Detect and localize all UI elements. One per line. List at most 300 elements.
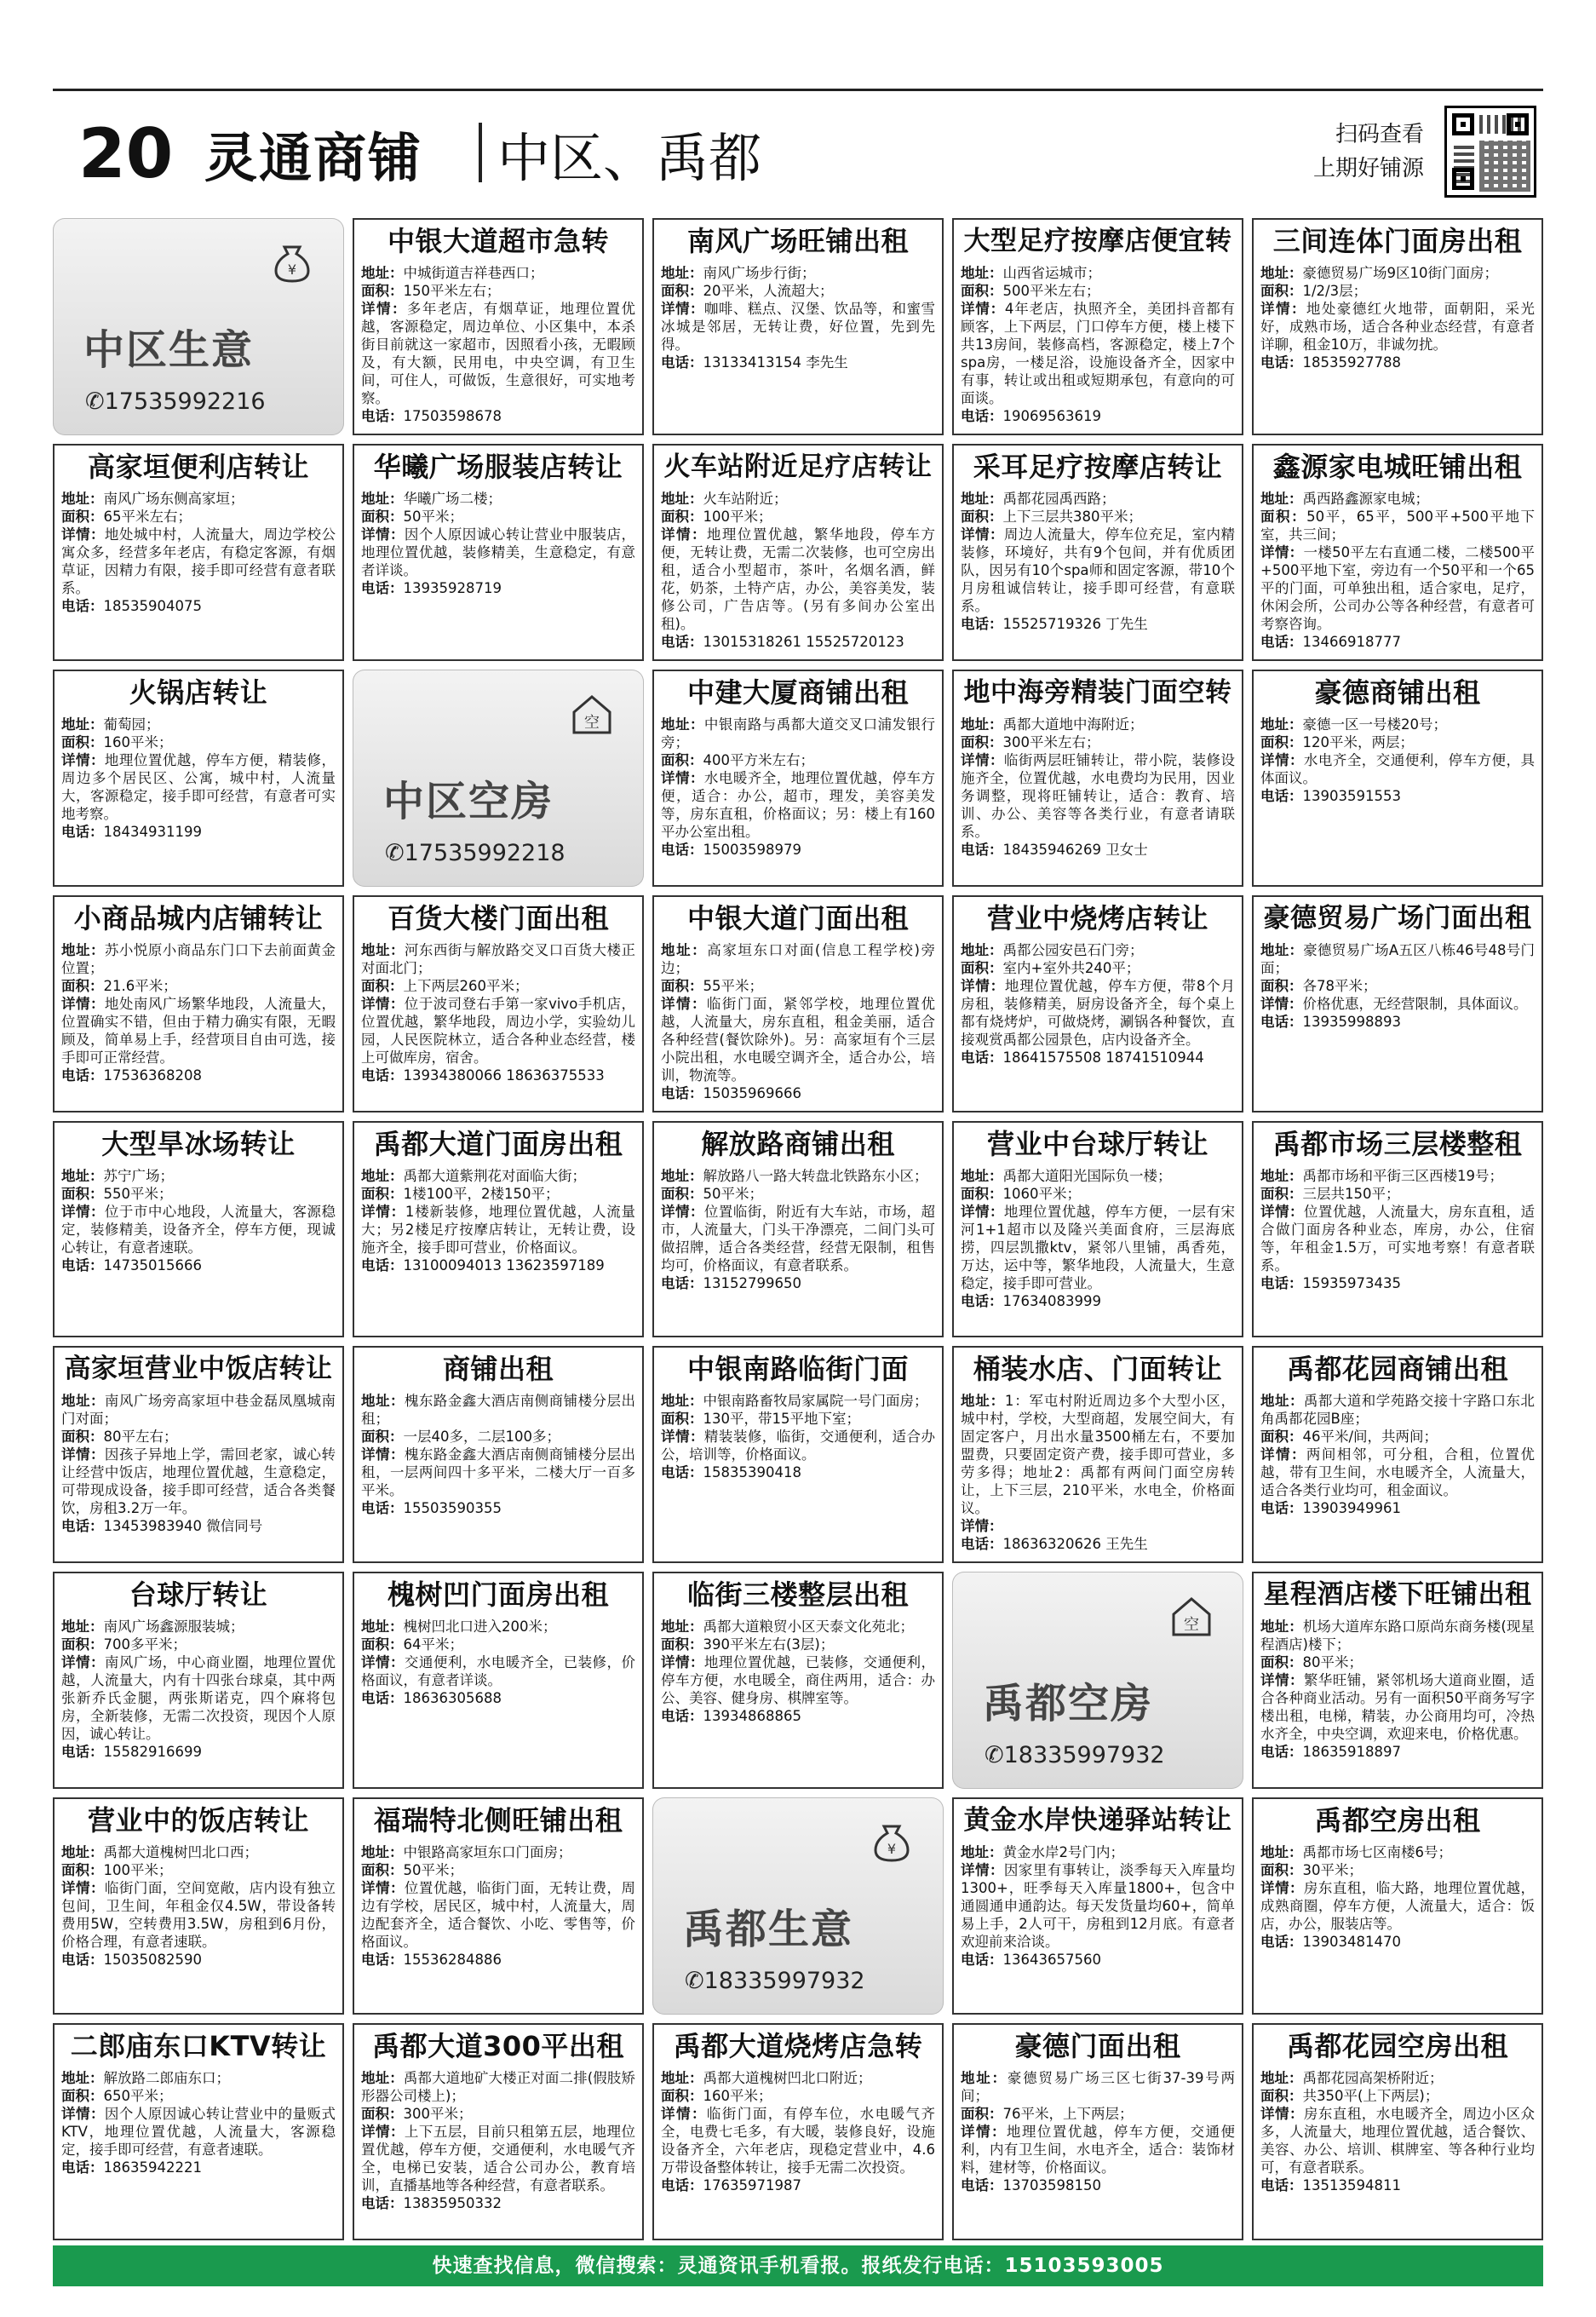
address-label: 地址： bbox=[1260, 2070, 1303, 2087]
area-label: 面积： bbox=[361, 2106, 404, 2123]
listing-title: 台球厅转让 bbox=[129, 1578, 268, 1612]
listing-phone bbox=[1260, 633, 1535, 652]
area-label: 面积： bbox=[1260, 1862, 1303, 1879]
listing-area bbox=[361, 508, 635, 526]
details-label: 详情： bbox=[61, 1654, 105, 1671]
area-label: 面积： bbox=[1260, 1185, 1303, 1202]
listing-title: 禹都市场三层楼整租 bbox=[1272, 1127, 1523, 1160]
promo-card bbox=[652, 1797, 944, 2015]
listing-card bbox=[652, 444, 944, 661]
address-value: 禹都大道槐树凹北口附近； bbox=[703, 2070, 872, 2087]
area-value: 上下三层共380平米； bbox=[1002, 508, 1142, 525]
listing-phone bbox=[961, 1292, 1235, 1311]
phone-label: 电话： bbox=[661, 354, 703, 371]
area-value: 700多平米； bbox=[103, 1636, 187, 1653]
listing-phone bbox=[661, 1274, 935, 1293]
listing-area bbox=[961, 282, 1235, 300]
listing-address bbox=[661, 2069, 935, 2087]
phone-label: 电话： bbox=[361, 2195, 404, 2212]
address-value: 解放路八一路大转盘北铁路东小区； bbox=[703, 1167, 928, 1184]
area-value: 390平米左右(3层)； bbox=[703, 1636, 835, 1653]
details-value: 1楼新装修，地理位置优越，人流量大；另2楼足疗按摩店转让，无转让费，设施齐全，接手即可营业，价格面议。 bbox=[361, 1203, 636, 1256]
listing-address bbox=[361, 264, 635, 282]
listing-title: 火锅店转让 bbox=[129, 676, 268, 709]
phone-label: 电话： bbox=[361, 1690, 404, 1707]
phone-value[interactable]: 17634083999 bbox=[1002, 1292, 1101, 1309]
listing-details bbox=[61, 2105, 336, 2159]
listing-area bbox=[1260, 2087, 1535, 2105]
phone-value[interactable]: 18435946269 卫女士 bbox=[1002, 841, 1148, 858]
phone-value[interactable]: 18434931199 bbox=[103, 823, 202, 840]
address-label: 地址： bbox=[61, 1167, 104, 1184]
scan-line-1: 扫码查看 bbox=[1335, 122, 1424, 147]
area-value: 150平米左右； bbox=[403, 283, 501, 299]
phone-value[interactable]: 13466918777 bbox=[1302, 633, 1401, 650]
phone-label: 电话： bbox=[661, 1464, 703, 1481]
phone-value[interactable]: 17635971987 bbox=[703, 2177, 801, 2194]
listing-details bbox=[661, 1203, 935, 1274]
phone-value[interactable]: 15525719326 丁先生 bbox=[1002, 615, 1148, 632]
area-label: 面积： bbox=[361, 283, 404, 299]
details-value: 地理位置优越，停车方便，带8个月房租，装修精美，厨房设备齐全，每个桌上都有烧烤炉，可做烧烤，涮锅各种餐饮，直接观赏禹都公园景色，店内设备齐全。 bbox=[961, 977, 1236, 1048]
listing-title: 禹都大道门面房出租 bbox=[373, 1127, 623, 1160]
listing-phone bbox=[1260, 2176, 1535, 2195]
listing-phone bbox=[961, 1049, 1235, 1067]
area-value: 160平米； bbox=[703, 2088, 772, 2105]
listing-details bbox=[361, 300, 635, 407]
area-label: 面积： bbox=[61, 1185, 104, 1202]
phone-value[interactable]: 13643657560 bbox=[1002, 1952, 1101, 1969]
details-label: 详情： bbox=[961, 751, 1004, 768]
details-label: 详情： bbox=[961, 301, 1005, 317]
listing-phone bbox=[361, 407, 635, 426]
details-label: 详情： bbox=[361, 1446, 405, 1463]
listing-title: 华曦广场服装店转让 bbox=[373, 450, 623, 483]
listing-title: 禹都花园空房出租 bbox=[1286, 2030, 1508, 2063]
phone-value[interactable]: 13015318261 15525720123 bbox=[703, 633, 904, 650]
listing-title: 豪德门面出租 bbox=[1014, 2030, 1181, 2063]
area-label: 面积： bbox=[661, 977, 703, 994]
details-value: 房东直租，水电暖齐全，周边小区众多，人流量大，地理位置优越，适合餐饮、美容、办公、培训、棋牌室、等各种行业均可，有意者联系。 bbox=[1260, 2106, 1536, 2176]
address-value: 山西省运城市； bbox=[1002, 265, 1101, 281]
phone-label: 电话： bbox=[961, 1536, 1003, 1553]
area-value: 500平米左右； bbox=[1002, 283, 1100, 299]
promo-title: 中区生意 bbox=[83, 325, 255, 374]
listing-card bbox=[1252, 1572, 1543, 1789]
phone-label: 电话： bbox=[1260, 1744, 1303, 1761]
phone-value[interactable]: 14735015666 bbox=[103, 1256, 202, 1273]
listing-phone bbox=[661, 1463, 935, 1482]
details-value: 精装装修，临街，交通便利，适合办公，培训等，价格面议。 bbox=[661, 1429, 936, 1463]
promo-phone[interactable]: ✆17535992216 bbox=[85, 388, 266, 415]
phone-value[interactable]: 17503598678 bbox=[403, 408, 502, 424]
listing-address bbox=[961, 1392, 1235, 1517]
phone-label: 电话： bbox=[361, 408, 404, 424]
listing-phone bbox=[961, 1951, 1235, 1969]
phone-label: 电话： bbox=[61, 597, 104, 614]
listing-phone bbox=[1260, 1274, 1535, 1293]
phone-value[interactable]: 13453983940 微信同号 bbox=[103, 1518, 263, 1535]
details-value: 水电齐全，交通便利，停车方便，具体面议。 bbox=[1260, 751, 1536, 786]
listing-details bbox=[961, 1203, 1235, 1292]
address-label: 地址： bbox=[61, 1844, 104, 1861]
phone-value[interactable]: 18535927788 bbox=[1302, 354, 1401, 371]
details-label: 详情： bbox=[61, 751, 105, 768]
listing-details bbox=[961, 1517, 1235, 1535]
phone-value[interactable]: 15035082590 bbox=[103, 1952, 202, 1969]
address-value: 豪德一区一号楼20号； bbox=[1302, 716, 1447, 733]
listing-card bbox=[952, 2023, 1243, 2240]
listing-area bbox=[61, 1861, 336, 1879]
phone-value[interactable]: 15003598979 bbox=[703, 841, 801, 858]
listing-area bbox=[1260, 282, 1535, 300]
area-label: 面积： bbox=[1260, 2088, 1303, 2105]
details-label: 详情： bbox=[1260, 543, 1304, 561]
listing-area bbox=[661, 282, 935, 300]
details-value: 位于市中心地段，人流量大，客源稳定，装修精美，设备齐全，停车方便，现诚心转让，有意者速联。 bbox=[61, 1203, 336, 1256]
listing-area bbox=[661, 751, 935, 769]
details-value: 地理位置优越，已装修，交通便利，停车方便，水电暖全，商住两用，适合：办公、美容、健身房、棋牌室等。 bbox=[661, 1654, 936, 1707]
phone-label: 电话： bbox=[361, 1256, 404, 1273]
listing-area bbox=[61, 1185, 336, 1203]
listing-address bbox=[661, 1167, 935, 1185]
address-value: 河东西街与解放路交叉口百货大楼正对面北门； bbox=[361, 941, 636, 976]
qr-code-icon[interactable] bbox=[1444, 106, 1536, 198]
details-label: 详情： bbox=[61, 995, 105, 1012]
phone-value[interactable]: 13935998893 bbox=[1302, 1013, 1401, 1030]
listing-details bbox=[1260, 1879, 1535, 1933]
listing-card bbox=[353, 895, 644, 1113]
area-value: 46平米/间，共两间； bbox=[1302, 1429, 1438, 1446]
phone-label: 电话： bbox=[361, 1500, 404, 1517]
address-value: 苏宁广场； bbox=[103, 1167, 174, 1184]
top-rule bbox=[53, 89, 1543, 91]
listing-details bbox=[361, 995, 635, 1067]
details-label: 详情： bbox=[961, 526, 1004, 543]
address-value: 槐东路金鑫大酒店南侧商铺楼分层出租； bbox=[361, 1393, 636, 1428]
details-value: 南风广场，中心商业圈，地理位置优越，人流量大，内有十四张台球桌，其中两张新乔氏金腿，两张斯诺克，四个麻将包房，全新装修，无需二次投资，现因个人原因，诚心转让。 bbox=[61, 1654, 336, 1743]
listing-details bbox=[361, 2123, 635, 2194]
promo-phone[interactable]: ✆18335997932 bbox=[985, 1742, 1165, 1769]
area-value: 550平米； bbox=[103, 1185, 173, 1202]
listing-card bbox=[53, 444, 344, 661]
area-label: 面积： bbox=[661, 2088, 703, 2105]
listing-phone bbox=[61, 1517, 336, 1536]
phone-value[interactable]: 13835950332 bbox=[403, 2195, 502, 2212]
phone-value[interactable]: 13903481470 bbox=[1302, 1934, 1401, 1951]
listing-address bbox=[61, 1167, 336, 1185]
page-header bbox=[53, 95, 1543, 215]
details-label: 详情： bbox=[1260, 995, 1303, 1012]
address-label: 地址： bbox=[61, 490, 104, 507]
area-value: 300平米左右； bbox=[1002, 733, 1100, 750]
listing-phone bbox=[1260, 1743, 1535, 1762]
details-value: 临街两层旺铺转让，带小院，装修设施齐全，位置优越，水电费均为民用，因业务调整，现将旺铺转让，适合：教育、培训、办公、美容等各类行业，有意者请联系。 bbox=[961, 751, 1236, 840]
details-value: 位于波司登右手第一家vivo手机店，位置优越，繁华地段，周边小学，实验幼儿园，人民医院林立，适合各种业态经营，楼上可做库房，宿舍。 bbox=[361, 995, 636, 1066]
details-value: 繁华旺铺，紧邻机场大道商业圈，适合各种商业活动。另有一面积50平商务写字楼出租，电梯，精装，办公商用均可，冷热水齐全，中央空调，欢迎来电，价格优惠。 bbox=[1260, 1672, 1536, 1743]
area-value: 65平米左右； bbox=[103, 508, 192, 525]
listing-title: 解放路商铺出租 bbox=[701, 1127, 895, 1160]
area-value: 120平米，两层； bbox=[1302, 733, 1414, 750]
area-value: 50平米； bbox=[703, 1185, 763, 1202]
phone-value[interactable]: 13703598150 bbox=[1002, 2177, 1101, 2194]
phone-value[interactable]: 13903949961 bbox=[1302, 1500, 1401, 1517]
listing-grid bbox=[53, 218, 1543, 2240]
phone-label: 电话： bbox=[661, 1084, 703, 1101]
phone-label: 电话： bbox=[61, 823, 104, 840]
listing-area bbox=[1260, 733, 1535, 751]
listing-address bbox=[1260, 1618, 1535, 1653]
address-label: 地址： bbox=[661, 716, 704, 733]
address-value: 禹西路鑫源家电城； bbox=[1302, 490, 1429, 507]
listing-area bbox=[361, 1636, 635, 1653]
details-value: 临街门面，有停车位，水电暖气齐全，电费七毛多，有大暖，装修良好，设施设备齐全，六年老店，现稳定营业中，4.6万带设备整体转让，接手无需二次投资。 bbox=[661, 2106, 936, 2176]
listing-card bbox=[652, 1121, 944, 1338]
promo-card-bg bbox=[652, 1797, 944, 2015]
phone-label: 电话： bbox=[661, 1274, 703, 1291]
details-value: 地处南风广场繁华地段，人流量大，位置确实不错，但由于精力确实有限，无暇顾及，简单易上手，经营项目自由可选，接手即可正常经营。 bbox=[61, 995, 336, 1066]
details-label: 详情： bbox=[1260, 1672, 1304, 1689]
listing-card bbox=[952, 895, 1243, 1113]
listing-card bbox=[1252, 1797, 1543, 2015]
promo-card bbox=[353, 670, 644, 887]
phone-value[interactable]: 18635942221 bbox=[103, 2159, 202, 2176]
address-label: 地址： bbox=[961, 490, 1003, 507]
phone-value[interactable]: 18641575508 18741510944 bbox=[1002, 1049, 1204, 1066]
phone-value[interactable]: 15835390418 bbox=[703, 1464, 801, 1481]
region-title: 中区、禹都 bbox=[497, 127, 762, 189]
promo-phone-number: 17535992216 bbox=[104, 388, 266, 415]
phone-label: 电话： bbox=[961, 2177, 1003, 2194]
promo-card bbox=[53, 218, 344, 435]
phone-label: 电话： bbox=[61, 2159, 104, 2176]
listing-card bbox=[952, 670, 1243, 887]
details-value: 位置优越，人流量大，房东直租，适合做门面房各种业态，库房，办公，住宿等，年租金1.5万，可实地考察！有意者联系。 bbox=[1260, 1203, 1536, 1273]
details-value: 水电暖齐全，地理位置优越，停车方便，适合：办公，超市，理发，美容美发等，房东直租，价格面议；另：楼上有160平办公室出租。 bbox=[661, 769, 936, 840]
address-label: 地址： bbox=[1260, 716, 1303, 733]
address-label: 地址： bbox=[1260, 1167, 1303, 1184]
scan-line-2: 上期好铺源 bbox=[1312, 156, 1424, 181]
listing-title: 高家垣便利店转让 bbox=[87, 450, 309, 483]
phone-label: 电话： bbox=[61, 1952, 104, 1969]
phone-value[interactable]: 13513594811 bbox=[1302, 2177, 1401, 2194]
listing-details bbox=[61, 1879, 336, 1951]
listing-details bbox=[61, 1446, 336, 1517]
listing-address bbox=[1260, 1392, 1535, 1428]
phone-value[interactable]: 15582916699 bbox=[103, 1744, 202, 1761]
listing-title: 豪德贸易广场门面出租 bbox=[1263, 902, 1532, 934]
phone-value[interactable]: 17536368208 bbox=[103, 1067, 202, 1084]
promo-card-bg bbox=[53, 218, 344, 435]
address-value: 禹都市场七区南楼6号； bbox=[1302, 1844, 1452, 1861]
listing-details bbox=[1260, 2105, 1535, 2176]
address-label: 地址： bbox=[1260, 490, 1303, 507]
area-label: 面积： bbox=[661, 1636, 703, 1653]
details-value: 多年老店，有烟草证，地理位置优越，客源稳定，周边单位、小区集中，本杀街目前就这一家超市，因照看小孩，无暇顾及，有大额，民用电，中央空调，有卫生间，可住人，可做饭，生意很好，可实地考察。 bbox=[361, 301, 636, 406]
phone-label: 电话： bbox=[661, 2177, 703, 2194]
area-value: 80平左右； bbox=[103, 1429, 178, 1446]
address-label: 地址： bbox=[661, 490, 703, 507]
listing-area bbox=[661, 1636, 935, 1653]
promo-card bbox=[952, 1572, 1243, 1789]
listing-card bbox=[353, 1121, 644, 1338]
listing-card bbox=[952, 1797, 1243, 2015]
listing-address bbox=[1260, 716, 1535, 733]
phone-value[interactable]: 15503590355 bbox=[403, 1500, 502, 1517]
listing-title: 中建大厦商铺出租 bbox=[686, 676, 909, 709]
listing-address bbox=[961, 264, 1235, 282]
area-label: 面积： bbox=[61, 1862, 104, 1879]
phone-label: 电话： bbox=[1260, 633, 1303, 650]
details-label: 详情： bbox=[961, 977, 1005, 994]
details-label: 详情： bbox=[361, 1654, 405, 1671]
svg-text:空: 空 bbox=[584, 713, 600, 732]
listing-address bbox=[61, 1392, 336, 1428]
area-value: 80平米； bbox=[1302, 1654, 1363, 1671]
phone-label: 电话： bbox=[361, 1952, 404, 1969]
phone-value[interactable]: 15935973435 bbox=[1302, 1274, 1401, 1291]
address-value: 禹都大道紫荆花对面临大街； bbox=[403, 1167, 586, 1184]
listing-title: 营业中的饭店转让 bbox=[87, 1804, 309, 1837]
listing-card bbox=[1252, 670, 1543, 887]
listing-area bbox=[361, 1861, 635, 1879]
listing-card bbox=[53, 1346, 344, 1563]
phone-value[interactable]: 18636320626 王先生 bbox=[1002, 1536, 1148, 1553]
listing-title: 营业中烧烤店转让 bbox=[986, 901, 1208, 934]
listing-address bbox=[361, 1843, 635, 1861]
listing-title: 槐树凹门面房出租 bbox=[387, 1578, 609, 1612]
listing-title: 营业中台球厅转让 bbox=[986, 1127, 1208, 1160]
listing-phone bbox=[1260, 354, 1535, 372]
area-label: 面积： bbox=[61, 977, 104, 994]
listing-title: 大型足疗按摩店便宜转 bbox=[963, 226, 1232, 256]
phone-value[interactable]: 13935928719 bbox=[403, 579, 502, 596]
listing-phone bbox=[61, 1951, 336, 1969]
area-label: 面积： bbox=[961, 959, 1003, 976]
listing-card bbox=[952, 218, 1243, 435]
listing-details bbox=[361, 526, 635, 579]
address-value: 禹都大道粮贸小区天泰文化苑北； bbox=[703, 1618, 914, 1636]
phone-label: 电话： bbox=[61, 1067, 104, 1084]
phone-label: 电话： bbox=[361, 1067, 404, 1084]
address-value: 高家垣东口对面(信息工程学校)旁边； bbox=[661, 941, 936, 976]
address-label: 地址： bbox=[661, 2070, 703, 2087]
listing-title: 鑫源家电城旺铺出租 bbox=[1272, 450, 1523, 483]
listing-card bbox=[353, 1797, 644, 2015]
phone-value[interactable]: 18635918897 bbox=[1302, 1744, 1401, 1761]
address-value: 华曦广场二楼； bbox=[403, 490, 502, 507]
phone-label: 电话： bbox=[1260, 787, 1303, 804]
listing-details bbox=[1260, 1203, 1535, 1274]
area-label: 面积： bbox=[61, 2088, 104, 2105]
address-label: 地址： bbox=[661, 1393, 703, 1410]
area-label: 面积： bbox=[661, 1185, 703, 1202]
area-label: 面积： bbox=[61, 733, 104, 750]
details-label: 详情： bbox=[361, 995, 405, 1012]
phone-value[interactable]: 15536284886 bbox=[403, 1952, 502, 1969]
details-value: 两间相邻，可分租，合租，位置优越，带有卫生间，水电暖齐全，人流量大，适合各类行业均可，租金面议。 bbox=[1260, 1446, 1536, 1499]
listing-title: 桶装水店、门面转让 bbox=[973, 1353, 1223, 1386]
listing-title: 禹都大道300平出租 bbox=[372, 2030, 624, 2063]
listing-address bbox=[361, 1392, 635, 1428]
area-label: 面积： bbox=[1260, 1654, 1303, 1671]
phone-value[interactable]: 13100094013 13623597189 bbox=[403, 1256, 605, 1273]
phone-value[interactable]: 13903591553 bbox=[1302, 787, 1401, 804]
address-label: 地址： bbox=[661, 1167, 703, 1184]
listing-area bbox=[1260, 1653, 1535, 1671]
address-label: 地址： bbox=[1260, 1393, 1304, 1410]
listing-phone bbox=[361, 579, 635, 598]
address-value: 中银南路畜牧局家属院一号门面房； bbox=[703, 1393, 928, 1410]
phone-value[interactable]: 19069563619 bbox=[1002, 408, 1101, 424]
phone-value[interactable]: 18636305688 bbox=[403, 1690, 502, 1707]
phone-value[interactable]: 13934380066 18636375533 bbox=[403, 1067, 605, 1084]
area-value: 50平，65平，500平+500平地下室，共三间； bbox=[1260, 508, 1535, 543]
phone-value[interactable]: 13152799650 bbox=[703, 1274, 801, 1291]
address-value: 火车站附近； bbox=[703, 490, 788, 507]
details-label: 详情： bbox=[361, 1880, 405, 1897]
address-label: 地址： bbox=[961, 716, 1003, 733]
listing-card bbox=[652, 218, 944, 435]
phone-value[interactable]: 13934868865 bbox=[703, 1708, 801, 1725]
listing-card bbox=[1252, 444, 1543, 661]
phone-value[interactable]: 13133413154 李先生 bbox=[703, 354, 848, 371]
area-value: 各78平米； bbox=[1302, 977, 1377, 994]
address-label: 地址： bbox=[961, 1393, 1005, 1410]
listing-card bbox=[1252, 1346, 1543, 1563]
area-label: 面积： bbox=[361, 1185, 404, 1202]
listing-address bbox=[61, 1618, 336, 1636]
listing-card bbox=[53, 895, 344, 1113]
details-label: 详情： bbox=[1260, 1446, 1306, 1463]
area-value: 650平米； bbox=[103, 2088, 173, 2105]
phone-value[interactable]: 18535904075 bbox=[103, 597, 202, 614]
area-value: 1060平米； bbox=[1002, 1185, 1081, 1202]
promo-phone[interactable]: ✆17535992218 bbox=[385, 839, 565, 866]
listing-details bbox=[961, 751, 1235, 841]
footer-banner: 快速查找信息，微信搜索：灵通资讯手机看报。报纸发行电话：15103593005 bbox=[53, 2245, 1543, 2286]
listing-area bbox=[961, 959, 1235, 977]
address-label: 地址： bbox=[1260, 265, 1303, 281]
listing-details bbox=[61, 751, 336, 823]
area-value: 50平米； bbox=[403, 1862, 463, 1879]
phone-value[interactable]: 15035969666 bbox=[703, 1084, 801, 1101]
listing-details bbox=[361, 1203, 635, 1256]
details-value: 地理位置优越，停车方便，交通便利，内有卫生间，水电齐全，适合：装饰材料，建材等，价格面议。 bbox=[961, 2124, 1236, 2176]
listing-area bbox=[961, 508, 1235, 526]
listing-phone bbox=[1260, 1499, 1535, 1518]
promo-card-bg bbox=[353, 670, 644, 887]
address-value: 禹都市场和平街三区西楼19号； bbox=[1302, 1167, 1503, 1184]
details-value: 咖啡、糕点、汉堡、饮品等，和蜜雪冰城是邻居，无转让费，好位置，先到先得。 bbox=[661, 301, 936, 353]
listing-details bbox=[1260, 995, 1535, 1013]
area-label: 面积： bbox=[961, 733, 1003, 750]
listing-card bbox=[353, 444, 644, 661]
listing-area bbox=[61, 977, 336, 995]
listing-details bbox=[1260, 1671, 1535, 1743]
listing-address bbox=[1260, 1167, 1535, 1185]
details-label: 详情： bbox=[661, 769, 704, 786]
phone-label: 电话： bbox=[361, 579, 404, 596]
listing-address bbox=[361, 2069, 635, 2105]
promo-phone[interactable]: ✆18335997932 bbox=[685, 1968, 865, 1995]
phone-label: 电话： bbox=[961, 1952, 1003, 1969]
details-label: 详情： bbox=[661, 995, 707, 1012]
listing-details bbox=[1260, 300, 1535, 354]
details-label: 详情： bbox=[61, 2106, 105, 2123]
listing-area bbox=[661, 1410, 935, 1428]
area-label: 面积： bbox=[961, 1185, 1003, 1202]
